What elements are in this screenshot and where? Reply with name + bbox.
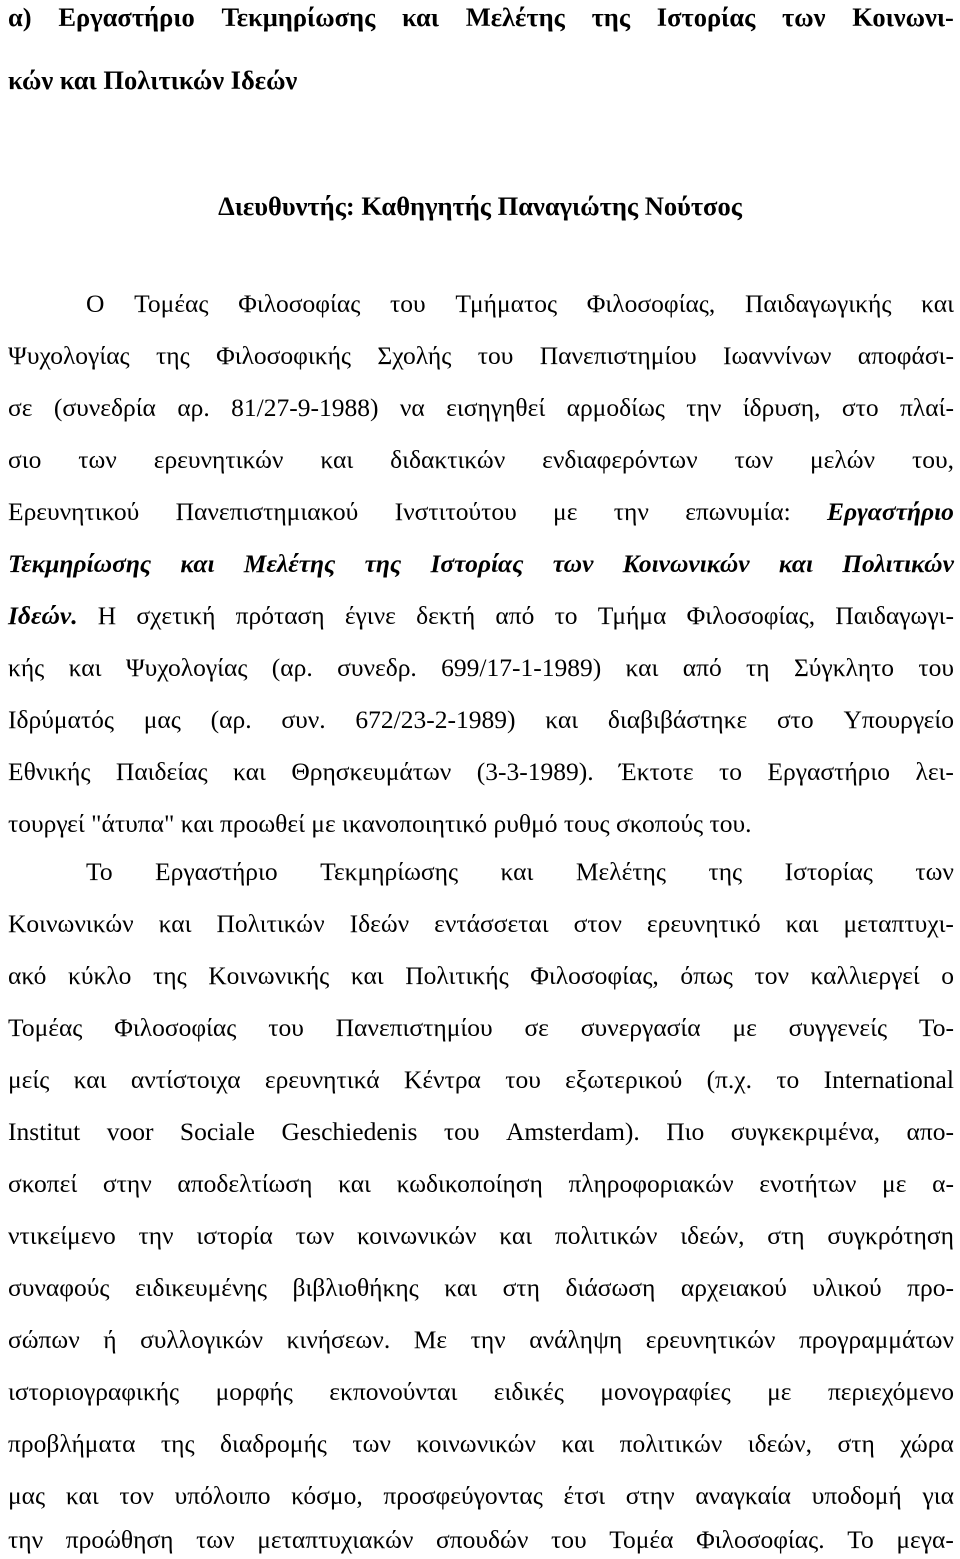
word: ιδεών,	[747, 1429, 812, 1458]
word: Ψυχολογίας	[8, 341, 130, 370]
word: σιο	[8, 445, 42, 474]
word: ειδικευμένης	[134, 1273, 267, 1302]
paragraph-2-line-7	[8, 1169, 954, 1199]
word: τον	[119, 1481, 154, 1510]
word: δεκτή	[416, 601, 476, 630]
word: με	[553, 497, 578, 526]
paragraph-1-line-7	[8, 601, 954, 631]
word: στη	[837, 1429, 875, 1458]
word: Κοινωνικών	[8, 909, 134, 938]
word: συνεδρ.	[337, 653, 417, 682]
word: αντίστοιχα	[130, 1065, 241, 1094]
word: Πανεπιστημίου	[335, 1013, 493, 1042]
word: στην	[102, 1169, 152, 1198]
paragraph-1-line-4	[8, 445, 954, 475]
word: έγινε	[344, 601, 396, 630]
word: και	[921, 289, 954, 318]
word: του	[918, 653, 954, 682]
word: μεγα-	[896, 1525, 954, 1554]
word: υπόλοιπο	[174, 1481, 271, 1510]
word: από	[682, 653, 722, 682]
word: τη	[746, 653, 770, 682]
word: του	[268, 1013, 304, 1042]
word: (π.χ.	[706, 1065, 752, 1094]
word: πληροφοριακών	[568, 1169, 734, 1198]
word: του,	[911, 445, 954, 474]
word: Ιδρύματός	[8, 705, 114, 734]
word: και	[561, 1429, 595, 1458]
word: Εργαστήριο	[58, 2, 195, 32]
word: προώθηση	[65, 1525, 174, 1554]
word: 699/17-1-1989)	[441, 653, 602, 682]
word: κής	[8, 653, 45, 682]
word: ιστορία	[196, 1221, 273, 1250]
word: εκπονούνται	[329, 1377, 458, 1406]
word: και	[73, 1065, 107, 1094]
word: Εργαστήριο	[155, 857, 278, 886]
word: κοινωνικών	[356, 1221, 477, 1250]
word: ιστοριογραφικής	[8, 1377, 180, 1406]
word: των	[78, 445, 117, 474]
word: κόσμο,	[291, 1481, 363, 1510]
word: και	[350, 961, 384, 990]
word: μορφής	[215, 1377, 293, 1406]
word: υποδομή	[811, 1481, 902, 1510]
word: συγκρότηση	[827, 1221, 954, 1250]
word: εισηγηθεί	[446, 393, 546, 422]
word: κοινωνικών	[416, 1429, 536, 1458]
word: της	[152, 961, 187, 990]
word: και	[180, 549, 215, 578]
paragraph-1-line-9	[8, 705, 954, 735]
word: του	[550, 1525, 587, 1554]
paragraph-2-line-14	[8, 1525, 954, 1555]
paragraph-1-line-1	[8, 289, 954, 319]
word: στην	[625, 1481, 675, 1510]
word: Παιδαγωγικής	[744, 289, 892, 318]
word: Ινστιτούτου	[394, 497, 517, 526]
word: την	[470, 1325, 506, 1354]
word: στη	[502, 1273, 541, 1302]
word: Amsterdam).	[505, 1117, 640, 1146]
word: μονογραφίες	[600, 1377, 731, 1406]
word: και	[499, 1221, 533, 1250]
word: την	[686, 393, 722, 422]
word: την	[613, 497, 649, 526]
paragraph-1-line-3	[8, 393, 954, 423]
word: Ιδεών.	[8, 601, 78, 630]
word: Ερευνητικού	[8, 497, 140, 526]
word: των	[915, 857, 954, 886]
word: Το-	[918, 1013, 954, 1042]
word: σε	[8, 393, 33, 422]
word: Τεκμηρίωσης	[8, 549, 152, 578]
paragraph-1-line-8	[8, 653, 954, 683]
word: 672/23-2-1989)	[355, 705, 516, 734]
word: α-	[932, 1169, 954, 1198]
word: συν.	[281, 705, 326, 734]
word: Sociale	[179, 1117, 255, 1146]
word: Φιλοσοφίας.	[696, 1525, 825, 1554]
word: Πιο	[666, 1117, 705, 1146]
word: Παιδείας	[115, 757, 208, 786]
word: λει-	[915, 757, 954, 786]
word: στον	[573, 909, 622, 938]
word: voor	[106, 1117, 154, 1146]
word: ιδεών,	[680, 1221, 745, 1250]
word: (αρ.	[210, 705, 252, 734]
word: σκοπεί	[8, 1169, 78, 1198]
word: και	[778, 549, 814, 578]
word: Πολιτικών	[216, 909, 325, 938]
word: έτσι	[563, 1481, 606, 1510]
word: προβλήματα	[8, 1429, 136, 1458]
word: ανάληψη	[529, 1325, 623, 1354]
word: το	[718, 757, 742, 786]
word: ερευνητικά	[264, 1065, 380, 1094]
word: αποφάσι-	[857, 341, 954, 370]
word: συνεργασία	[580, 1013, 701, 1042]
word: σπουδών	[436, 1525, 529, 1554]
word: του	[443, 1117, 480, 1146]
word: αναγκαία	[695, 1481, 792, 1510]
word: στο	[776, 705, 814, 734]
word: αρχειακού	[680, 1273, 787, 1302]
word: Μελέτης	[243, 549, 336, 578]
paragraph-2-line-12	[8, 1429, 954, 1459]
word: Τομέας	[8, 1013, 83, 1042]
word: Ψυχολογίας	[125, 653, 248, 682]
word: ερευνητικών	[153, 445, 284, 474]
word: Φιλοσοφίας,	[530, 961, 659, 990]
word: Έκτοτε	[619, 757, 694, 786]
word: των	[734, 445, 774, 474]
word: κωδικοποίηση	[396, 1169, 543, 1198]
word: βιβλιοθήκης	[292, 1273, 419, 1302]
word: μείς	[8, 1065, 50, 1094]
word: Το	[847, 1525, 874, 1554]
word: Φιλοσοφικής	[216, 341, 352, 370]
paragraph-1-line-6	[8, 549, 954, 579]
word: από	[495, 601, 535, 630]
paragraph-2-line-8	[8, 1221, 954, 1251]
word: μεταπτυχιακών	[257, 1525, 414, 1554]
word: της	[156, 341, 190, 370]
word: Μελέτης	[575, 857, 666, 886]
word: ντικείμενο	[8, 1221, 116, 1250]
word: Ιστορίας	[656, 2, 756, 32]
word: Σύγκλητο	[793, 653, 895, 682]
word: των	[782, 2, 826, 32]
word: σχετική	[136, 601, 216, 630]
word: Κοινωνι-	[852, 2, 954, 32]
word: αρμοδίως	[566, 393, 665, 422]
word: σώπων	[8, 1325, 80, 1354]
word: και	[320, 445, 354, 474]
word: Geschiedenis	[281, 1117, 418, 1146]
word: εξωτερικού	[565, 1065, 683, 1094]
word: αρ.	[177, 393, 210, 422]
word: των	[352, 1429, 391, 1458]
word: Με	[413, 1325, 448, 1354]
word: Παιδαγωγι-	[835, 601, 954, 630]
word: με	[882, 1169, 907, 1198]
word: διαβιβάστηκε	[607, 705, 748, 734]
word: διάσωση	[565, 1273, 656, 1302]
word: Ιστορίας	[784, 857, 873, 886]
word: συγκεκριμένα,	[730, 1117, 880, 1146]
word: την	[138, 1221, 174, 1250]
word: και	[233, 757, 266, 786]
word: και	[500, 857, 534, 886]
word: συλλογικών	[140, 1325, 263, 1354]
word: Ιστορίας	[430, 549, 524, 578]
paragraph-2-line-9	[8, 1273, 954, 1303]
word: Σχολής	[377, 341, 452, 370]
word: μας	[143, 705, 181, 734]
word: (αρ.	[271, 653, 313, 682]
word: και	[625, 653, 659, 682]
word: εντάσσεται	[434, 909, 549, 938]
word: επωνυμία:	[685, 497, 791, 526]
word: και	[65, 1481, 99, 1510]
director-line: Διευθυντής: Καθηγητής Παναγιώτης Νούτσος	[218, 191, 742, 221]
word: για	[922, 1481, 954, 1510]
word: του	[390, 289, 426, 318]
paragraph-2-line-5	[8, 1065, 954, 1095]
word: των	[295, 1221, 335, 1250]
word: Κοινωνικής	[208, 961, 330, 990]
word: και	[158, 909, 192, 938]
word: αποδελτίωση	[177, 1169, 313, 1198]
word: της	[591, 2, 631, 32]
word: του	[477, 341, 514, 370]
word: Τεκμηρίωσης	[221, 2, 376, 32]
section-title-line-1	[8, 2, 954, 32]
word: Η	[97, 601, 117, 630]
word: Εθνικής	[8, 757, 91, 786]
word: με	[767, 1377, 792, 1406]
word: καλλιεργεί	[810, 961, 920, 990]
word: Εργαστήριο	[827, 497, 954, 526]
word: Υπουργείο	[843, 705, 954, 734]
word: ειδικές	[493, 1377, 564, 1406]
word: μεταπτυχι-	[843, 909, 954, 938]
word: Φιλοσοφίας,	[686, 601, 816, 630]
word: πολιτικών	[554, 1221, 658, 1250]
word: απο-	[906, 1117, 954, 1146]
word: Τμήμα	[597, 601, 667, 630]
word: την	[8, 1525, 44, 1554]
word: α)	[8, 2, 32, 32]
word: των	[552, 549, 594, 578]
word: κύκλο	[67, 961, 132, 990]
word: και	[338, 1169, 371, 1198]
word: της	[708, 857, 743, 886]
word: προ-	[907, 1273, 954, 1302]
word: Πολιτικής	[405, 961, 509, 990]
word: και	[545, 705, 579, 734]
word: ο	[941, 961, 954, 990]
word: Τεκμηρίωσης	[320, 857, 459, 886]
word: Ο	[86, 289, 105, 318]
word: (3-3-1989).	[476, 757, 594, 786]
word: συγγενείς	[788, 1013, 888, 1042]
word: Institut	[8, 1117, 81, 1146]
paragraph-1-line-5	[8, 497, 954, 527]
word: προσφεύγοντας	[383, 1481, 543, 1510]
word: προγραμμάτων	[798, 1325, 954, 1354]
word: και	[68, 653, 102, 682]
paragraph-2-line-1	[8, 857, 954, 887]
word: διαδρομής	[220, 1429, 327, 1458]
word: Ιδεών	[349, 909, 410, 938]
word: ερευνητικό	[646, 909, 761, 938]
paragraph-2-line-4	[8, 1013, 954, 1043]
word: κινήσεων.	[286, 1325, 391, 1354]
word: όπως	[680, 961, 733, 990]
paragraph-1-line-10	[8, 757, 954, 787]
word: με	[732, 1013, 757, 1042]
word: Φιλοσοφίας,	[586, 289, 716, 318]
word: Τμήματος	[455, 289, 558, 318]
word: ερευνητικών	[645, 1325, 776, 1354]
word: στη	[767, 1221, 805, 1250]
word: ή	[103, 1325, 117, 1354]
word: σε	[524, 1013, 549, 1042]
word: Ιωαννίνων	[723, 341, 832, 370]
word: και	[402, 2, 439, 32]
word: της	[160, 1429, 195, 1458]
paragraph-2-line-6	[8, 1117, 954, 1147]
word: πολιτικών	[619, 1429, 723, 1458]
word: Πανεπιστημίου	[539, 341, 697, 370]
word: Τομέας	[134, 289, 209, 318]
word: Κοινωνικών	[622, 549, 750, 578]
word: και	[444, 1273, 478, 1302]
paragraph-2-line-3	[8, 961, 954, 991]
section-title-line-2: κών και Πολιτικών Ιδεών	[8, 65, 298, 95]
word: International	[823, 1065, 954, 1094]
word: (συνεδρία	[53, 393, 156, 422]
word: πρόταση	[235, 601, 325, 630]
word: πλαί-	[899, 393, 954, 422]
paragraph-2-line-2	[8, 909, 954, 939]
word: Φιλοσοφίας	[114, 1013, 237, 1042]
word: Μελέτης	[465, 2, 565, 32]
word: να	[399, 393, 425, 422]
word: Το	[86, 857, 113, 886]
word: Πολιτικών	[842, 549, 954, 578]
paragraph-2-line-11	[8, 1377, 954, 1407]
word: της	[364, 549, 402, 578]
word: συναφούς	[8, 1273, 110, 1302]
word: χώρα	[900, 1429, 954, 1458]
word: Τομέα	[609, 1525, 674, 1554]
word: ακό	[8, 961, 47, 990]
word: διδακτικών	[390, 445, 506, 474]
word: ενδιαφερόντων	[542, 445, 698, 474]
word: 81/27-9-1988)	[231, 393, 379, 422]
word: το	[554, 601, 578, 630]
word: στο	[841, 393, 879, 422]
paragraph-2-line-10	[8, 1325, 954, 1355]
word: του	[505, 1065, 541, 1094]
paragraph-1-line-11: τουργεί "άτυπα" και προωθεί με ικανοποιητικό ρυθμό τους σκοπούς του.	[8, 809, 752, 838]
word: υλικού	[812, 1273, 882, 1302]
word: και	[785, 909, 819, 938]
paragraph-1-line-2	[8, 341, 954, 371]
word: μας	[8, 1481, 46, 1510]
word: Θρησκευμάτων	[291, 757, 452, 786]
word: Κέντρα	[403, 1065, 481, 1094]
word: ενοτήτων	[759, 1169, 857, 1198]
word: των	[196, 1525, 235, 1554]
word: Πανεπιστημιακού	[175, 497, 359, 526]
word: περιεχόμενο	[827, 1377, 954, 1406]
word: Φιλοσοφίας	[238, 289, 361, 318]
word: μελών	[810, 445, 876, 474]
word: τον	[754, 961, 789, 990]
paragraph-2-line-13	[8, 1481, 954, 1511]
word: ίδρυση,	[742, 393, 821, 422]
word: το	[776, 1065, 800, 1094]
word: Εργαστήριο	[767, 757, 891, 786]
